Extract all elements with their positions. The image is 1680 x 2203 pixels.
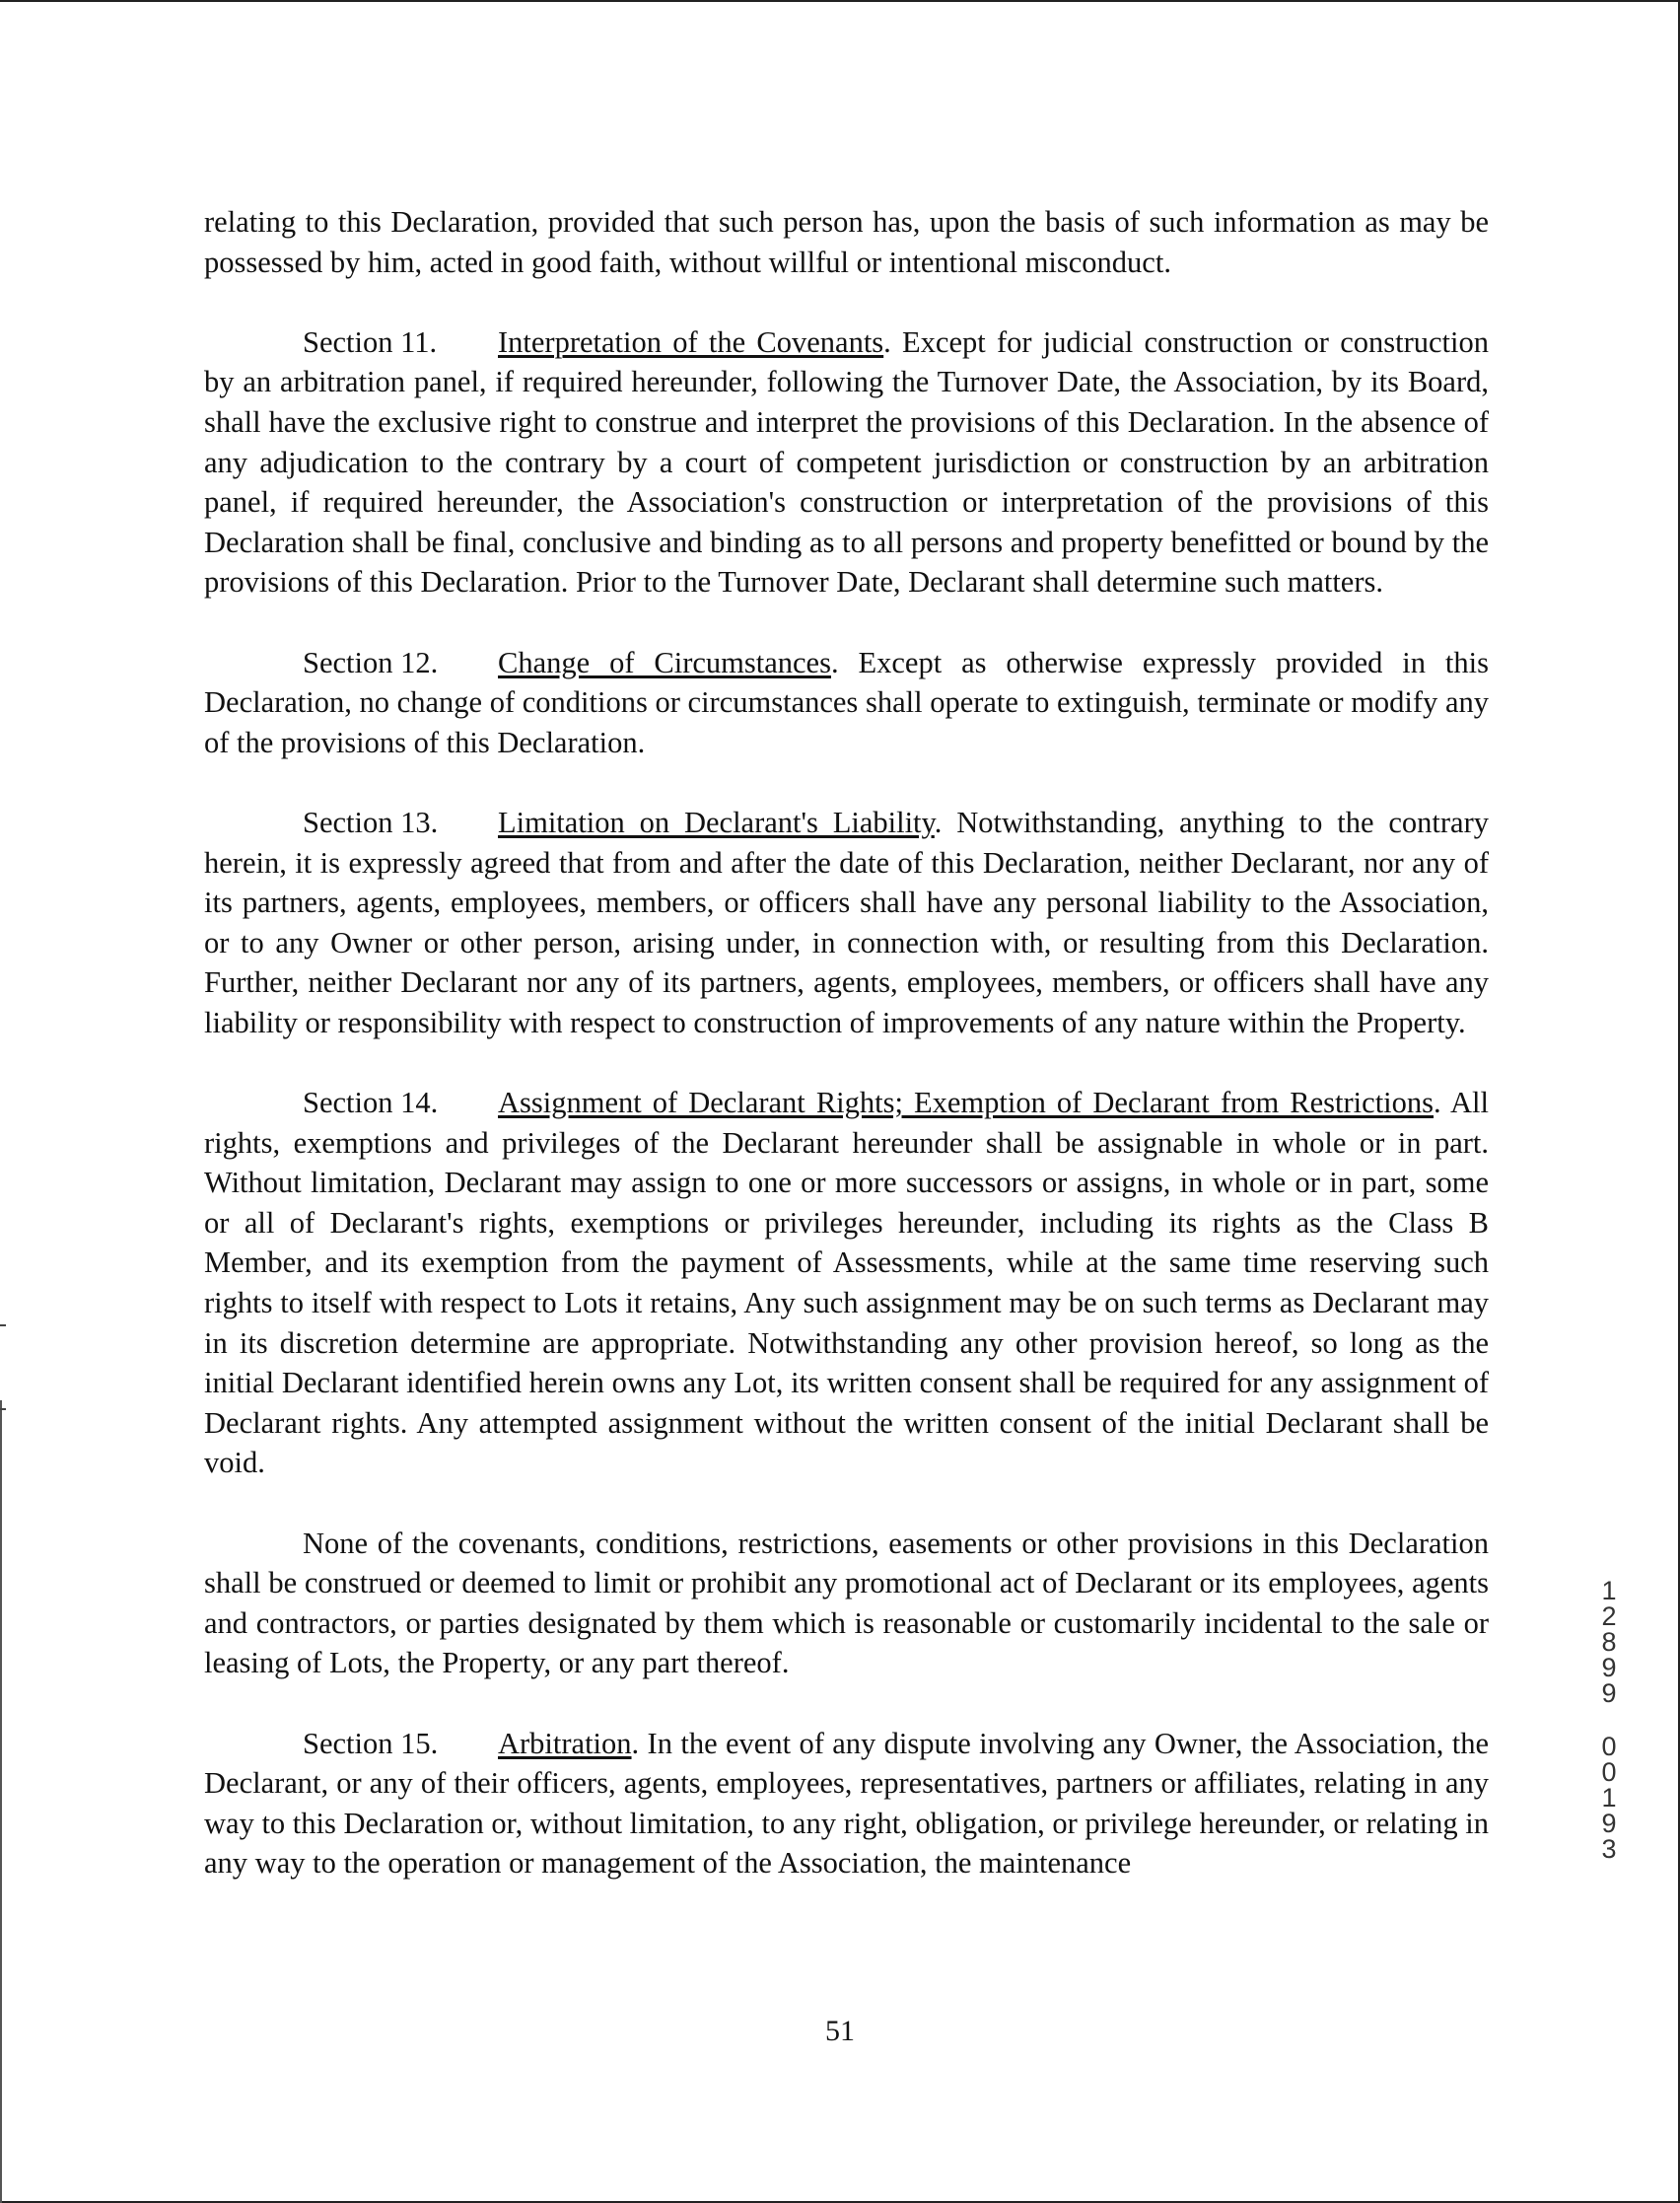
section-heading: Limitation on Declarant's Liability xyxy=(498,805,935,839)
page-left-edge xyxy=(0,1400,2,2203)
paragraph-section-11 xyxy=(204,322,1489,603)
section-number: Section 15. xyxy=(303,1726,439,1760)
paragraph-text: . All rights, exemptions and privileges of the Declarant hereunder shall be assignable in whole or in part. Without limitation, Declarant may assign to one or more successors or assigns, in whole or in part, some or all of Declarant's rights, exemptions or privileges hereunder, including its rights as the Class B Member, and its exemption from the payment of Assessments, while at the same time reserving such rights to itself with respect to Lots it retains, Any such assignment may be on such terms as Declarant may in its discretion determine are appropriate. Notwithstanding any other provision hereof, so long as the initial Declarant identified herein owns any Lot, its written consent shall be required for any assignment of Declarant rights. Any attempted assignment without the written consent of the initial Declarant shall be void. xyxy=(204,1086,1489,1480)
stamp-digit: 9 xyxy=(1601,1678,1617,1708)
section-number: Section 14. xyxy=(303,1086,439,1120)
paragraph-text: . Except for judicial construction or construction by an arbitration panel, if required hereunder, following the Turnover Date, the Association, by its Board, shall have the exclusive right to construe and interpret the provisions of this Declaration. In the absence of any adjudication to the contrary by a court of competent jurisdiction or construction by an arbitration panel, if required hereunder, the Association's construction or interpretation of the provisions of this Declaration shall be final, conclusive and binding as to all persons and property benefitted or bound by the provisions of this Declaration. Prior to the Turnover Date, Declarant shall determine such matters. xyxy=(204,324,1489,600)
stamp-digit: 9 xyxy=(1601,1809,1617,1838)
paragraph-text: . Except as otherwise expressly provided in this Declaration, no change of conditions or circumstances shall operate to extinguish, terminate or modify any of the provisions of this Declaration. xyxy=(204,645,1489,759)
paragraph-section-13 xyxy=(204,803,1489,1043)
paragraph-section-12 xyxy=(204,643,1489,763)
scan-tick-mark xyxy=(0,1324,6,1326)
recording-stamp xyxy=(1594,1578,1624,1862)
stamp-digit: 9 xyxy=(1601,1653,1617,1682)
paragraph-section-14 xyxy=(204,1083,1489,1483)
section-number: Section 11. xyxy=(303,324,438,359)
section-heading: Arbitration xyxy=(498,1726,632,1760)
stamp-digit: 2 xyxy=(1601,1601,1617,1631)
section-heading: Assignment of Declarant Rights; Exemption of Declarant from Restrictions xyxy=(498,1086,1435,1120)
stamp-digit: 1 xyxy=(1601,1576,1617,1605)
section-heading: Change of Circumstances xyxy=(498,645,831,679)
stamp-digit: 1 xyxy=(1601,1783,1617,1812)
paragraph-promotional xyxy=(204,1524,1489,1683)
page-number: 51 xyxy=(825,2015,855,2047)
stamp-digit: 3 xyxy=(1601,1834,1617,1864)
stamp-gap xyxy=(1594,1706,1624,1734)
paragraph-text: None of the covenants, conditions, restrictions, easements or other provisions in this Declaration shall be construed or deemed to limit or prohibit any promotional act of Declarant or its employees, agents and contractors, or parties designated by them which is reasonable or customarily incidental to the sale or leasing of Lots, the Property, or any part thereof. xyxy=(204,1526,1489,1680)
paragraph-continuation xyxy=(204,202,1489,282)
paragraph-text: . Notwithstanding, anything to the contrary herein, it is expressly agreed that from and after the date of this Declaration, neither Declarant, nor any of its partners, agents, employees, members, or officers shall have any personal liability to the Association, or to any Owner or other person, arising under, in connection with, or resulting from this Declaration. Further, neither Declarant nor any of its partners, agents, employees, members, or officers shall have any liability or responsibility with respect to construction of improvements of any nature within the Property. xyxy=(204,805,1489,1039)
paragraph-text: relating to this Declaration, provided that such person has, upon the basis of such information as may be possessed by him, acted in good faith, without willful or intentional misconduct. xyxy=(204,205,1489,279)
stamp-digit: 0 xyxy=(1601,1732,1617,1761)
scan-tick-mark xyxy=(0,1408,6,1410)
paragraph-section-15 xyxy=(204,1724,1489,1883)
paragraph-text: . In the event of any dispute involving any Owner, the Association, the Declarant, or any of their officers, agents, employees, representatives, partners or affiliates, relating in any way to this Declaration or, without limitation, to any right, obligation, or privilege hereunder, or relating in any way to the operation or management of the Association, the maintenance xyxy=(204,1726,1489,1881)
section-heading: Interpretation of the Covenants xyxy=(498,324,884,359)
stamp-digit: 8 xyxy=(1601,1627,1617,1657)
page-top-edge xyxy=(0,0,1680,2)
document-body xyxy=(204,202,1489,1924)
section-number: Section 13. xyxy=(303,805,439,839)
section-number: Section 12. xyxy=(303,645,439,679)
stamp-digit: 0 xyxy=(1601,1757,1617,1787)
